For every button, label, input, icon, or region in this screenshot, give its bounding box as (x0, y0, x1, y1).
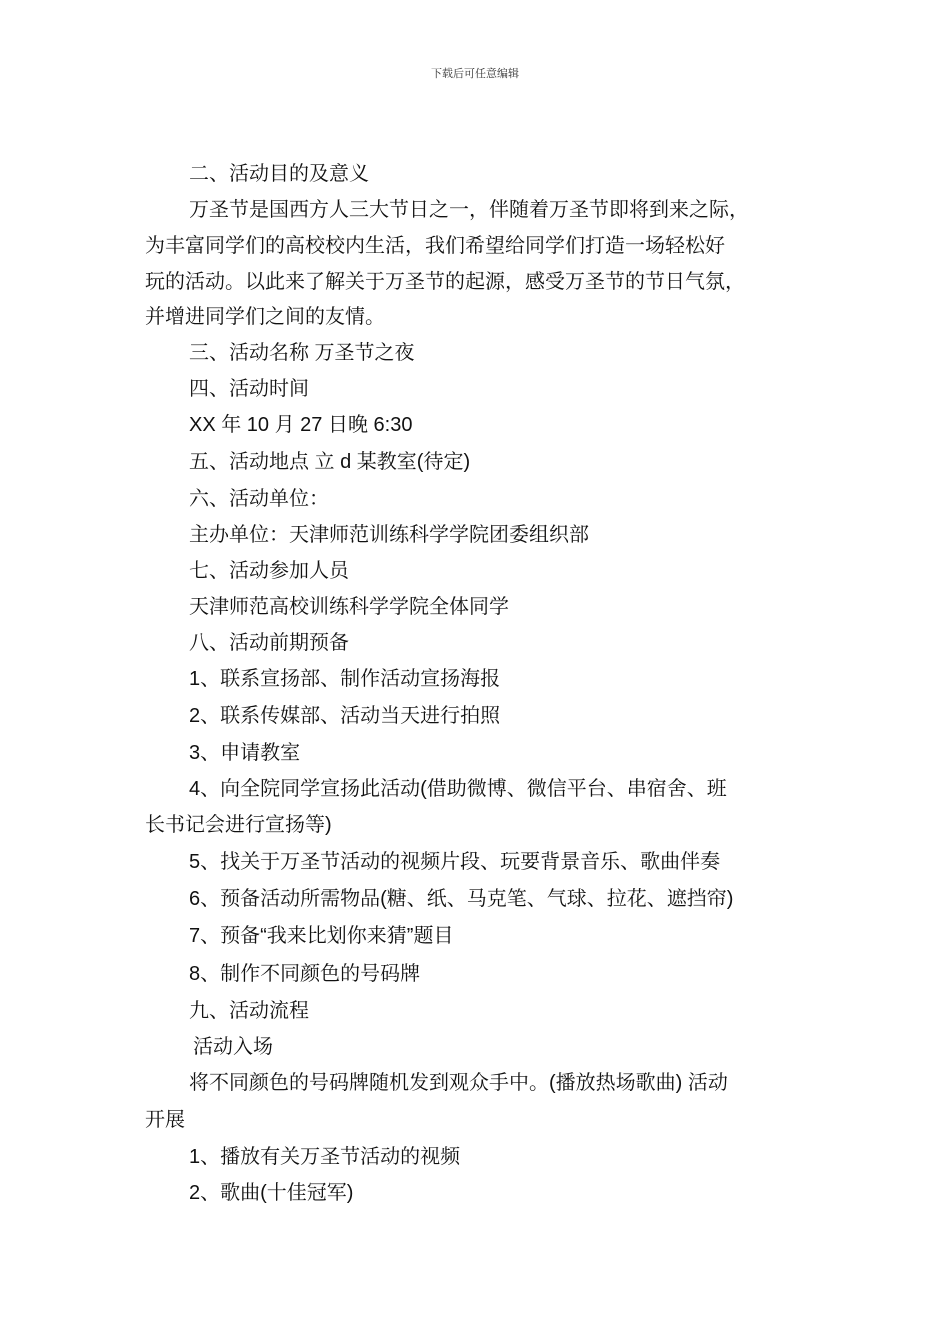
section-heading-7: 七、活动参加人员 (189, 560, 349, 582)
list-item-continuation: 长书记会进行宣扬等) (145, 814, 332, 836)
list-item: 7、预备“我来比划你来猜”题目 (189, 925, 454, 947)
list-item: 2、歌曲(十佳冠军) (189, 1182, 354, 1204)
participants: 天津师范高校训练科学学院全体同学 (189, 596, 509, 618)
list-item: 1、联系宣扬部、制作活动宣扬海报 (189, 668, 501, 690)
section-heading-6: 六、活动单位： (189, 488, 329, 510)
paragraph-line: 为丰富同学们的高校校内生活，我们希望给同学们打造一场轻松好 (145, 235, 725, 257)
section-heading-3: 三、活动名称 万圣节之夜 (189, 342, 415, 364)
paragraph-line: 玩的活动。以此来了解关于万圣节的起源，感受万圣节的节日气氛， (145, 271, 745, 293)
list-item: 5、找关于万圣节活动的视频片段、玩要背景音乐、歌曲伴奏 (189, 851, 721, 873)
section-heading-2: 二、活动目的及意义 (189, 163, 369, 185)
section-heading-5: 五、活动地点 立 d 某教室(待定) (189, 451, 471, 473)
section-heading-4: 四、活动时间 (189, 378, 309, 400)
paragraph-line: 开展 (145, 1109, 185, 1131)
list-item: 6、预备活动所需物品(糖、纸、马克笔、气球、拉花、遮挡帘) (189, 888, 734, 910)
paragraph-line: 将不同颜色的号码牌随机发到观众手中。(播放热场歌曲) 活动 (189, 1072, 728, 1094)
paragraph-line: 并增进同学们之间的友情。 (145, 306, 385, 328)
sub-heading: 活动入场 (193, 1036, 273, 1058)
document-body (145, 156, 825, 1211)
list-item: 2、联系传媒部、活动当天进行拍照 (189, 705, 501, 727)
section-heading-8: 八、活动前期预备 (189, 632, 349, 654)
list-item: 3、申请教室 (189, 742, 301, 764)
list-item: 8、制作不同颜色的号码牌 (189, 963, 421, 985)
page-header-note: 下载后可任意编辑 (431, 67, 519, 80)
section-heading-9: 九、活动流程 (189, 1000, 309, 1022)
paragraph-line: 万圣节是国西方人三大节日之一，伴随着万圣节即将到来之际， (189, 199, 749, 221)
list-item: 1、播放有关万圣节活动的视频 (189, 1146, 461, 1168)
list-item: 4、向全院同学宣扬此活动(借助微博、微信平台、串宿舍、班 (189, 778, 727, 800)
activity-time: XX 年 10 月 27 日晚 6:30 (189, 414, 413, 436)
host-unit: 主办单位：天津师范训练科学学院团委组织部 (189, 524, 589, 546)
